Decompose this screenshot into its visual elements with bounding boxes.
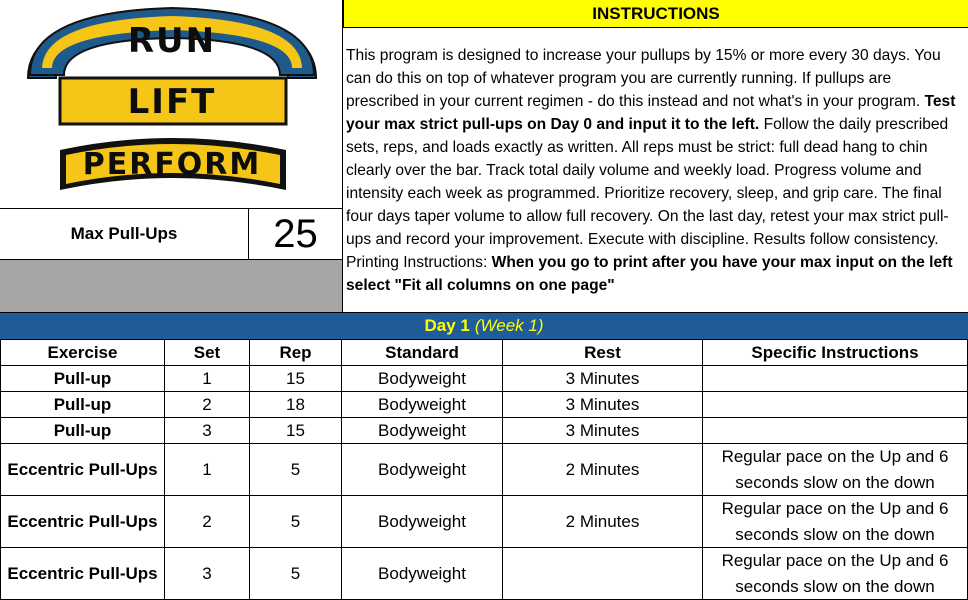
day-title-bar — [0, 312, 968, 340]
logo-perform-text: PERFORM — [82, 147, 262, 182]
week-label: (Week 1) — [474, 316, 544, 335]
table-cell-rest[interactable] — [503, 548, 703, 600]
table-cell-rep[interactable]: 15 — [250, 418, 342, 444]
instructions-header: INSTRUCTIONS — [343, 0, 968, 28]
table-cell-rep[interactable]: 15 — [250, 366, 342, 392]
table-cell-notes[interactable]: Regular pace on the Up and 6 seconds slow on the down — [703, 496, 968, 548]
table-cell-standard[interactable]: Bodyweight — [342, 418, 503, 444]
table-cell-notes[interactable]: Regular pace on the Up and 6 seconds slow on the down — [703, 444, 968, 496]
run-lift-perform-logo — [0, 0, 343, 208]
table-cell-standard[interactable]: Bodyweight — [342, 444, 503, 496]
table-cell-exercise[interactable]: Eccentric Pull-Ups — [0, 548, 165, 600]
column-header-rest[interactable]: Rest — [503, 340, 703, 366]
table-cell-rest[interactable]: 3 Minutes — [503, 392, 703, 418]
instructions-p2: Follow the daily prescribed sets, reps, and loads exactly as written. All reps must be strict: full dead hang to chin clearly over the bar. Track total daily volume and weekly load. Progress volume and intensity each week as programmed. Prioritize recovery, sleep, and grip care. The final four days taper volume to allow full recovery. On the last day, retest your max strict pull-ups and record your improvement. Execute with discipline. Results follow consistency. Printing Instructions: — [346, 116, 949, 271]
table-cell-notes[interactable] — [703, 366, 968, 392]
instructions-p1-bold: Test your max strict pull-ups on Day 0 and input it to the left. — [346, 93, 956, 133]
table-cell-exercise[interactable]: Eccentric Pull-Ups — [0, 444, 165, 496]
instructions-p1: This program is designed to increase your pullups by 15% or more every 30 days. You can do this on top of whatever program you are currently running. If pullups are prescribed in your current regimen - do this instead and not what's in your program. — [346, 47, 941, 110]
table-cell-exercise[interactable]: Pull-up — [0, 418, 165, 444]
instructions-text — [343, 28, 968, 312]
table-cell-set[interactable]: 2 — [165, 496, 250, 548]
column-header-specific-instructions[interactable]: Specific Instructions — [703, 340, 968, 366]
table-cell-rep[interactable]: 5 — [250, 444, 342, 496]
table-cell-exercise[interactable]: Eccentric Pull-Ups — [0, 496, 165, 548]
table-cell-standard[interactable]: Bodyweight — [342, 496, 503, 548]
gray-filler-cell — [0, 260, 343, 312]
table-cell-set[interactable]: 1 — [165, 444, 250, 496]
table-cell-set[interactable]: 3 — [165, 548, 250, 600]
table-cell-notes[interactable] — [703, 418, 968, 444]
table-cell-set[interactable]: 2 — [165, 392, 250, 418]
day-title: Day 1 — [424, 316, 470, 335]
table-cell-rep[interactable]: 5 — [250, 496, 342, 548]
table-cell-standard[interactable]: Bodyweight — [342, 548, 503, 600]
table-cell-exercise[interactable]: Pull-up — [0, 392, 165, 418]
table-cell-notes[interactable] — [703, 392, 968, 418]
logo — [0, 0, 343, 208]
logo-run-text: RUN — [127, 21, 217, 61]
table-cell-rest[interactable]: 2 Minutes — [503, 496, 703, 548]
max-pullups-label: Max Pull-Ups — [0, 208, 249, 260]
table-cell-rest[interactable]: 2 Minutes — [503, 444, 703, 496]
column-header-rep[interactable]: Rep — [250, 340, 342, 366]
table-cell-standard[interactable]: Bodyweight — [342, 366, 503, 392]
table-cell-set[interactable]: 1 — [165, 366, 250, 392]
table-cell-notes[interactable]: Regular pace on the Up and 6 seconds slow on the down — [703, 548, 968, 600]
column-header-exercise[interactable]: Exercise — [0, 340, 165, 366]
instructions-p2-bold: When you go to print after you have your max input on the left select "Fit all columns on one page" — [346, 254, 953, 294]
table-cell-set[interactable]: 3 — [165, 418, 250, 444]
max-pullups-input[interactable]: 25 — [249, 208, 343, 260]
logo-lift-text: LIFT — [127, 82, 217, 122]
table-cell-rest[interactable]: 3 Minutes — [503, 418, 703, 444]
column-header-set[interactable]: Set — [165, 340, 250, 366]
table-cell-rep[interactable]: 5 — [250, 548, 342, 600]
column-header-standard[interactable]: Standard — [342, 340, 503, 366]
table-cell-standard[interactable]: Bodyweight — [342, 392, 503, 418]
table-cell-rest[interactable]: 3 Minutes — [503, 366, 703, 392]
table-cell-exercise[interactable]: Pull-up — [0, 366, 165, 392]
table-cell-rep[interactable]: 18 — [250, 392, 342, 418]
